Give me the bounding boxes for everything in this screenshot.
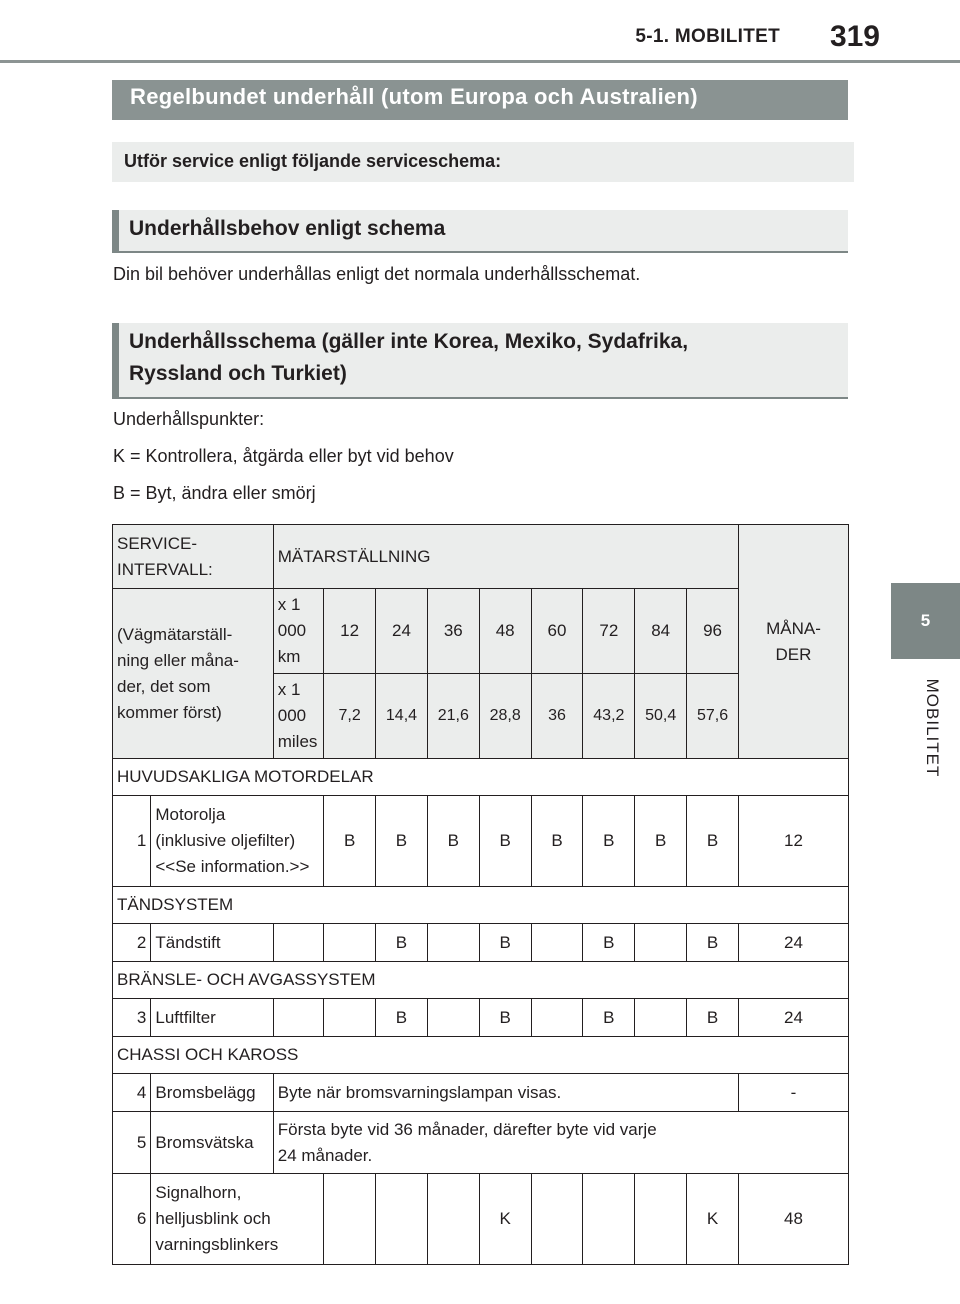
row-item: Bromsbelägg xyxy=(151,1074,273,1112)
section2-title-line2: Ryssland och Turkiet) xyxy=(129,362,347,385)
header-rule xyxy=(0,60,960,63)
table-header-row xyxy=(113,525,849,589)
section-heading-schedule xyxy=(112,323,848,399)
miles-value: 21,6 xyxy=(427,674,479,759)
months-header-l2: DER xyxy=(775,644,812,664)
row-number: 6 xyxy=(113,1174,151,1265)
miles-unit-l2: miles xyxy=(277,732,318,751)
row-item-l1: Motorolja xyxy=(155,805,226,824)
group-label-engine: HUVUDSAKLIGA MOTORDELAR xyxy=(113,759,849,796)
schedule-mark: B xyxy=(687,924,739,962)
reading-note-l3: der, det som xyxy=(117,676,211,696)
chapter-side-label: MOBILITET xyxy=(923,678,942,778)
row-months: 24 xyxy=(738,999,848,1037)
legend-b: B = Byt, ändra eller smörj xyxy=(113,483,316,503)
table-row xyxy=(113,999,849,1037)
group-row-ignition xyxy=(113,887,849,924)
service-interval-header xyxy=(113,525,274,589)
schedule-mark: K xyxy=(479,1174,531,1265)
schedule-mark: B xyxy=(376,924,428,962)
schedule-mark: B xyxy=(479,924,531,962)
row-note-l1: Första byte vid 36 månader, därefter byte vid varje xyxy=(277,1119,657,1139)
table-row xyxy=(113,796,849,887)
page-number: 319 xyxy=(829,20,880,53)
row-number: 3 xyxy=(113,999,151,1037)
km-value: 12 xyxy=(324,589,376,674)
km-value: 48 xyxy=(479,589,531,674)
row-number: 2 xyxy=(113,924,151,962)
row-number: 4 xyxy=(113,1074,151,1112)
schedule-mark xyxy=(531,1174,583,1265)
schedule-mark xyxy=(635,924,687,962)
schedule-mark xyxy=(324,924,376,962)
subheading: Utför service enligt följande serviceschema: xyxy=(112,142,854,182)
row-note: Byte när bromsvarningslampan visas. xyxy=(273,1074,738,1112)
schedule-mark: B xyxy=(635,796,687,887)
table-row xyxy=(113,1112,849,1174)
km-value: 72 xyxy=(583,589,635,674)
service-interval-l2: INTERVALL: xyxy=(117,559,213,579)
schedule-mark: B xyxy=(531,796,583,887)
km-value: 24 xyxy=(376,589,428,674)
miles-unit-l1: x 1 000 xyxy=(277,680,307,725)
row-months: 24 xyxy=(738,924,848,962)
km-unit-l2: km xyxy=(277,647,301,666)
reading-note-l4: kommer först) xyxy=(117,702,222,722)
schedule-mark: B xyxy=(687,796,739,887)
km-unit-l1: x 1 000 xyxy=(277,595,307,640)
maintenance-points-intro: Underhållspunkter: xyxy=(113,409,265,429)
row-item-l2: (inklusive oljefilter) xyxy=(155,831,296,850)
section-heading-schedule-need: Underhållsbehov enligt schema xyxy=(112,210,848,253)
row-number: 1 xyxy=(113,796,151,887)
km-value: 84 xyxy=(635,589,687,674)
miles-value: 7,2 xyxy=(324,674,376,759)
schedule-mark xyxy=(427,924,479,962)
group-label-ignition: TÄNDSYSTEM xyxy=(113,887,849,924)
schedule-mark: B xyxy=(687,999,739,1037)
odometer-header: MÄTARSTÄLLNING xyxy=(273,525,738,589)
header-section-title: 5-1. MOBILITET xyxy=(635,26,780,47)
reading-note xyxy=(113,589,274,759)
months-header xyxy=(738,525,848,759)
table-row xyxy=(113,1174,849,1265)
row-months: 48 xyxy=(738,1174,848,1265)
row-months: - xyxy=(738,1074,848,1112)
schedule-mark xyxy=(324,999,376,1037)
row-item-l3: <<Se information.>> xyxy=(155,857,310,876)
miles-value: 28,8 xyxy=(479,674,531,759)
group-row-chassis xyxy=(113,1037,849,1074)
miles-value: 50,4 xyxy=(635,674,687,759)
schedule-mark: B xyxy=(376,999,428,1037)
row-note-l2: 24 månader. xyxy=(277,1145,373,1165)
schedule-mark xyxy=(531,924,583,962)
row-item-l2: helljusblink och xyxy=(155,1209,271,1228)
group-row-engine xyxy=(113,759,849,796)
schedule-mark xyxy=(635,999,687,1037)
row-item: Bromsvätska xyxy=(151,1112,273,1174)
schedule-mark xyxy=(324,1174,376,1265)
chapter-tab-number: 5 xyxy=(920,611,931,630)
schedule-mark xyxy=(376,1174,428,1265)
schedule-mark: B xyxy=(583,796,635,887)
row-months: 12 xyxy=(738,796,848,887)
row-item xyxy=(151,796,324,887)
schedule-mark xyxy=(531,999,583,1037)
km-row xyxy=(113,589,849,674)
km-unit xyxy=(273,589,323,674)
row-note xyxy=(273,1112,848,1174)
schedule-mark: B xyxy=(324,796,376,887)
section1-text: Din bil behöver underhållas enligt det normala underhållsschemat. xyxy=(113,264,641,284)
schedule-mark xyxy=(635,1174,687,1265)
schedule-mark: B xyxy=(376,796,428,887)
km-value: 60 xyxy=(531,589,583,674)
schedule-mark: B xyxy=(583,999,635,1037)
km-value: 96 xyxy=(687,589,739,674)
months-header-l1: MÅNA- xyxy=(766,618,821,638)
schedule-mark: B xyxy=(583,924,635,962)
group-label-chassis: CHASSI OCH KAROSS xyxy=(113,1037,849,1074)
chapter-tab[interactable] xyxy=(891,583,960,659)
group-row-fuel xyxy=(113,962,849,999)
miles-unit xyxy=(273,674,323,759)
schedule-mark xyxy=(427,999,479,1037)
km-value: 36 xyxy=(427,589,479,674)
schedule-mark: B xyxy=(479,999,531,1037)
table-row xyxy=(113,924,849,962)
schedule-mark: B xyxy=(427,796,479,887)
row-item-spacer xyxy=(273,999,323,1037)
miles-value: 36 xyxy=(531,674,583,759)
schedule-mark: K xyxy=(687,1174,739,1265)
row-item xyxy=(151,1174,324,1265)
row-item-l1: Signalhorn, xyxy=(155,1183,242,1202)
reading-note-l1: (Vägmätarställ- xyxy=(117,624,233,644)
miles-value: 57,6 xyxy=(687,674,739,759)
miles-value: 43,2 xyxy=(583,674,635,759)
miles-value: 14,4 xyxy=(376,674,428,759)
maintenance-schedule-table xyxy=(112,524,849,1265)
schedule-mark xyxy=(427,1174,479,1265)
row-item-spacer xyxy=(273,924,323,962)
legend-k: K = Kontrollera, åtgärda eller byt vid behov xyxy=(113,446,454,466)
row-number: 5 xyxy=(113,1112,151,1174)
reading-note-l2: ning eller måna- xyxy=(117,650,239,670)
page-banner: Regelbundet underhåll (utom Europa och Australien) xyxy=(112,80,848,120)
schedule-mark xyxy=(583,1174,635,1265)
section2-title-line1: Underhållsschema (gäller inte Korea, Mexiko, Sydafrika, xyxy=(129,330,689,353)
service-interval-l1: SERVICE- xyxy=(117,533,197,553)
row-item-l3: varningsblinkers xyxy=(155,1235,279,1254)
row-item: Luftfilter xyxy=(151,999,273,1037)
table-row xyxy=(113,1074,849,1112)
row-item: Tändstift xyxy=(151,924,273,962)
schedule-mark: B xyxy=(479,796,531,887)
group-label-fuel: BRÄNSLE- OCH AVGASSYSTEM xyxy=(113,962,849,999)
